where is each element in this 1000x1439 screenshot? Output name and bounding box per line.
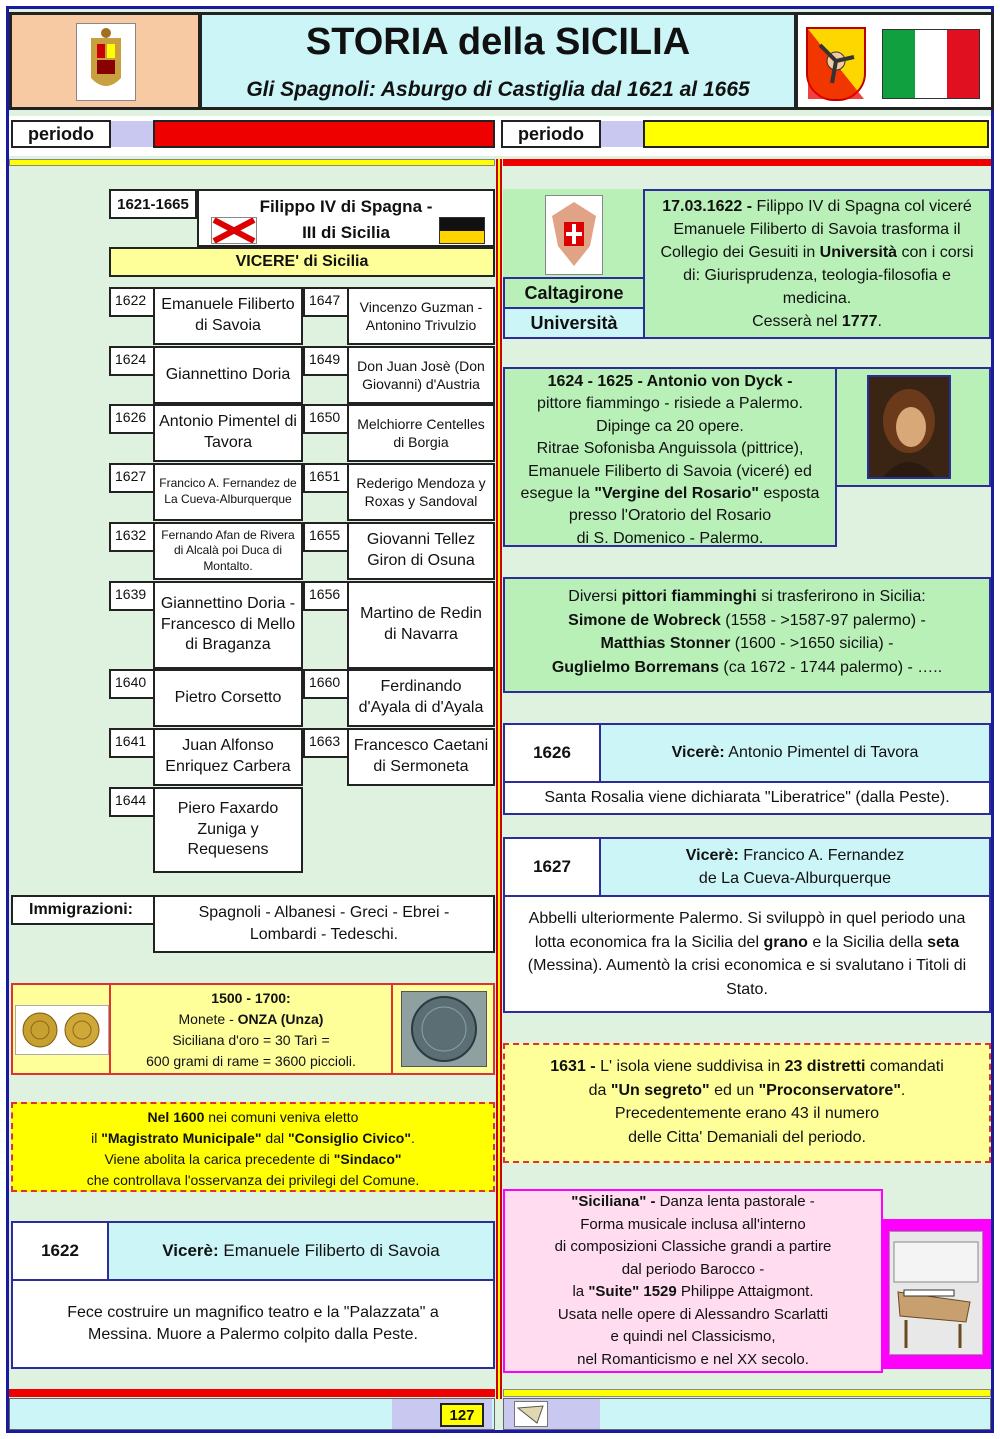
box1631-t2: comandati <box>865 1058 944 1075</box>
viceroys-right-name: Don Juan Josè (Don Giovanni) d'Austria <box>347 346 495 404</box>
viceroys-left-year: 1624 <box>109 346 155 376</box>
box1626-vname: Antonio Pimentel di Tavora <box>724 744 919 761</box>
center-divider <box>496 159 502 1399</box>
dyck-l6: presso l'Oratorio del Rosario <box>568 507 772 525</box>
monete-line1: 1500 - 1700: <box>211 990 291 1006</box>
caltagirone-date: 17.03.1622 - <box>662 198 753 215</box>
dyck-l4: Emanuele Filiberto di Savoia (viceré) ed <box>528 462 812 480</box>
reign-years: 1621-1665 <box>109 189 197 219</box>
habsburg-flag-icon <box>439 217 485 244</box>
siciliana-l5 <box>505 1281 881 1304</box>
magistrato-p2b: "Magistrato Municipale" <box>101 1130 262 1146</box>
pittori-l1c: si trasferirono in Sicilia: <box>756 588 926 605</box>
box1631-l3: Precedentemente erano 43 il numero <box>614 1105 880 1122</box>
dyck-l2: Dipinge ca 20 opere. <box>596 417 744 435</box>
monete-text-panel <box>109 985 393 1073</box>
right-top-red-rule <box>503 159 991 166</box>
viceroys-left-name: Juan Alfonso Enriquez Carbera <box>153 728 303 786</box>
pittori-box <box>503 577 991 693</box>
magistrato-p2: il <box>91 1130 102 1146</box>
caltagirone-text-box <box>643 189 991 339</box>
viceroys-right-name: Francesco Caetani di Sermoneta <box>347 728 495 786</box>
pittori-d2: (1600 - >1650 sicilia) - <box>730 635 894 652</box>
monete-box <box>11 983 495 1075</box>
dyck-l5a: esegue la <box>520 485 595 503</box>
box1631-l1 <box>505 1055 989 1079</box>
box1631-t4: ed un <box>709 1081 759 1099</box>
box1631-b1: 23 distretti <box>784 1058 866 1075</box>
footer-right <box>503 1398 991 1430</box>
bottom-left-red-rule <box>9 1389 495 1397</box>
viceroys-left-name: Giannettino Doria <box>153 346 303 404</box>
pittori-l4 <box>505 656 989 680</box>
viceroys-right-year: 1647 <box>303 287 349 317</box>
silver-coin-image <box>401 991 487 1067</box>
magistrato-p1b: Nel 1600 <box>147 1109 205 1125</box>
box1626-year: 1626 <box>503 723 601 783</box>
box1627-text <box>503 895 991 1013</box>
periodo-left-lav <box>111 121 155 147</box>
caltagirone-yb: 1777 <box>841 313 878 330</box>
box1627-vname1: Francico A. Fernandez <box>738 847 905 864</box>
pittori-n2: Matthias Stonner <box>600 635 731 652</box>
dyck-l5b: "Vergine del Rosario" <box>594 485 759 503</box>
dyck-portrait-frame <box>835 367 991 487</box>
caltagirone-t1: Filippo IV di Spagna col viceré Emanuele Filiberto di Savoia trasforma il Collegio dei Gesuiti in <box>660 198 972 261</box>
dyck-head: 1624 - 1625 - Antonio von Dyck - <box>547 373 793 390</box>
viceroys-left-name: Pietro Corsetto <box>153 669 303 727</box>
box1631-l4: delle Citta' Demaniali del periodo. <box>628 1128 866 1146</box>
siciliana-l6: Usata nelle opere di Alessandro Scarlatti <box>557 1305 829 1323</box>
viceroys-right-name: Melchiorre Centelles di Borgia <box>347 404 495 462</box>
box1627-vicere <box>599 837 991 897</box>
box1631-t5: . <box>900 1081 906 1099</box>
coat-of-arms-icon <box>76 23 136 101</box>
magistrato-p2c: dal <box>261 1130 289 1146</box>
left-top-yellow-rule <box>9 159 495 166</box>
siciliana-b1: "Siciliana" - <box>571 1193 656 1210</box>
king-box <box>197 189 495 247</box>
box1627-text-inner <box>521 907 973 1001</box>
header-title-box <box>199 12 797 110</box>
monete-line3: Siciliana d'oro = 30 Tarì = <box>172 1032 330 1048</box>
caltagirone-emblem-icon <box>545 195 603 275</box>
pittori-l1a: Diversi <box>568 588 622 605</box>
viceroys-left-name: Antonio Pimentel di Tavora <box>153 404 303 462</box>
monete-line4: 600 grami di rame = 3600 piccioli. <box>146 1053 356 1069</box>
viceroys-left-year: 1641 <box>109 728 155 758</box>
viceroys-left-name: Fernando Afan de Rivera di Alcalà poi Duca di Montalto. <box>153 522 303 580</box>
siciliana-l5a: la <box>572 1283 589 1300</box>
monete-line2-bold: ONZA (Unza) <box>237 1011 324 1027</box>
box1627-s: seta <box>927 933 960 951</box>
periodo-bar <box>9 116 991 156</box>
bottom-right-yellow-rule <box>503 1389 991 1397</box>
viceroys-left-year: 1639 <box>109 581 155 611</box>
magistrato-line1 <box>13 1107 493 1128</box>
pittori-n3: Guglielmo Borremans <box>551 658 719 676</box>
periodo-left-label: periodo <box>11 120 111 148</box>
immigrazioni-label: Immigrazioni: <box>11 895 155 925</box>
gold-coins-image <box>15 1005 109 1055</box>
viceroys-left-name: Piero Faxardo Zuniga y Requesens <box>153 787 303 873</box>
box1622-vicere <box>107 1221 495 1281</box>
dyck-box <box>503 367 837 547</box>
viceroys-right-year: 1649 <box>303 346 349 376</box>
box1631-b2: "Un segreto" <box>610 1081 710 1099</box>
page-title: STORIA della SICILIA <box>305 21 691 63</box>
viceroys-left-year: 1644 <box>109 787 155 817</box>
periodo-right-lav <box>601 121 645 147</box>
box1631 <box>503 1043 991 1163</box>
caltagirone-t4: . <box>877 313 882 330</box>
dyck-l1: pittore fiammingo - risiede a Palermo. <box>537 395 803 413</box>
harpsichord-image <box>889 1231 983 1355</box>
dyck-l7: di S. Domenico - Palermo. <box>576 529 764 547</box>
pittori-l1 <box>505 585 989 609</box>
periodo-left-red <box>153 120 495 148</box>
box1622-vlabel: Vicerè: <box>162 1241 219 1260</box>
sicily-map-icon <box>514 1401 548 1427</box>
viceroys-left-name: Emanuele Filiberto di Savoia <box>153 287 303 345</box>
box1631-b3: "Proconservatore" <box>758 1081 901 1099</box>
header-left-emblem-box <box>9 12 201 110</box>
king-name-line2: III di Sicilia <box>302 223 390 242</box>
pittori-l3 <box>505 632 989 656</box>
sicily-trinacria-icon <box>806 27 866 101</box>
page <box>6 6 994 1433</box>
viceroys-left-name: Giannettino Doria - Francesco di Mello di Braganza <box>153 581 303 669</box>
pittori-n1: Simone de Wobreck <box>568 611 721 629</box>
box1627-t2: e la Sicilia della <box>807 933 928 951</box>
box1627-vline1 <box>686 844 905 867</box>
viceroys-left-name: Francico A. Fernandez de La Cueva-Alburquerque <box>153 463 303 521</box>
caltagirone-t2: con i corsi di: Giurisprudenza, teologia-filosofia e medicina. <box>683 244 974 307</box>
dyck-portrait-image <box>867 375 951 479</box>
viceroys-right-name: Rederigo Mendoza y Roxas y Sandoval <box>347 463 495 521</box>
box1626-text: Santa Rosalia viene dichiarata "Liberatrice" (dalla Peste). <box>503 781 991 815</box>
siciliana-l1 <box>505 1191 881 1214</box>
box1631-l2 <box>505 1079 989 1103</box>
siciliana-box <box>503 1189 883 1373</box>
viceroys-right-year: 1650 <box>303 404 349 434</box>
page-number: 127 <box>440 1403 484 1427</box>
magistrato-line4: che controllava l'osservanza dei privilegi del Comune. <box>86 1172 420 1188</box>
periodo-right-yellow <box>643 120 989 148</box>
box1622-text: Fece costruire un magnifico teatro e la "Palazzata" a Messina. Muore a Palermo colpito dalla Peste. <box>11 1279 495 1369</box>
box1627-vname2: de La Cueva-Alburquerque <box>698 870 892 887</box>
footer-left <box>9 1398 495 1430</box>
magistrato-line3 <box>13 1149 493 1170</box>
pittori-l1b: pittori fiamminghi <box>621 588 757 605</box>
box1627-t3: (Messina). Aumentò la crisi economica e si svalutano i Titoli di Stato. <box>527 957 967 998</box>
harpsichord-frame <box>881 1219 991 1369</box>
monete-line2-pre: Monete - <box>178 1011 238 1027</box>
box1627-t1: Abbelli ulteriormente Palermo. Si sviluppò in quel periodo una lotta economica fra la Sicilia del <box>528 910 966 951</box>
viceroys-left-year: 1626 <box>109 404 155 434</box>
vicere-title: VICERE' di Sicilia <box>109 247 495 277</box>
box1631-t3: da <box>588 1081 611 1099</box>
box1627-year: 1627 <box>503 837 601 897</box>
viceroys-left-year: 1640 <box>109 669 155 699</box>
pittori-l2 <box>505 609 989 633</box>
viceroys-left-year: 1632 <box>109 522 155 552</box>
siciliana-l2: Forma musicale inclusa all'interno <box>580 1215 806 1233</box>
box1631-y: 1631 - <box>550 1058 596 1075</box>
pittori-d3: (ca 1672 - 1744 palermo) - ….. <box>718 658 943 676</box>
viceroys-right-year: 1663 <box>303 728 349 758</box>
dyck-l5c: esposta <box>758 485 820 503</box>
king-name-line1: Filippo IV di Spagna - <box>259 197 433 216</box>
viceroys-right-year: 1660 <box>303 669 349 699</box>
siciliana-t1: Danza lenta pastorale - <box>655 1193 815 1210</box>
box1622-vname: Emanuele Filiberto di Savoia <box>218 1241 440 1260</box>
italy-flag-icon <box>882 29 980 99</box>
box1631-t1: L' isola viene suddivisa in <box>595 1058 785 1075</box>
magistrato-line2 <box>13 1128 493 1149</box>
viceroys-right-name: Ferdinando d'Ayala di d'Ayala <box>347 669 495 727</box>
box1627-g: grano <box>763 933 808 951</box>
page-subtitle: Gli Spagnoli: Asburgo di Castiglia dal 1621 al 1665 <box>246 78 750 101</box>
siciliana-l3: di composizioni Classiche grandi a partire <box>554 1238 832 1255</box>
caltagirone-ub: Università <box>819 244 898 261</box>
siciliana-l5b: "Suite" 1529 <box>588 1283 677 1300</box>
box1622-year: 1622 <box>11 1221 109 1281</box>
magistrato-p3: Viene abolita la carica precedente di <box>104 1151 334 1167</box>
caltagirone-city: Caltagirone <box>503 277 645 309</box>
magistrato-p1: nei comuni veniva eletto <box>204 1109 359 1125</box>
viceroys-left-year: 1627 <box>109 463 155 493</box>
siciliana-l7: e quindi nel Classicismo, <box>610 1328 776 1345</box>
magistrato-p2d: "Consiglio Civico" <box>288 1130 411 1146</box>
spain-cross-flag-icon <box>211 217 257 244</box>
pittori-d1: (1558 - >1587-97 palermo) - <box>720 611 926 629</box>
monete-line2 <box>111 1009 391 1030</box>
immigrazioni-text: Spagnoli - Albanesi - Greci - Ebrei - Lombardi - Tedeschi. <box>153 895 495 953</box>
caltagirone-univ: Università <box>503 307 645 339</box>
caltagirone-text <box>651 195 983 333</box>
viceroys-right-year: 1651 <box>303 463 349 493</box>
viceroys-right-name: Giovanni Tellez Giron di Osuna <box>347 522 495 580</box>
box1627-vlabel: Vicerè: <box>685 847 739 864</box>
viceroys-right-year: 1656 <box>303 581 349 611</box>
siciliana-l4: dal periodo Barocco - <box>621 1260 765 1278</box>
viceroys-right-year: 1655 <box>303 522 349 552</box>
magistrato-p3b: "Sindaco" <box>333 1151 402 1167</box>
viceroys-left-year: 1622 <box>109 287 155 317</box>
caltagirone-t3: Cesserà nel <box>752 313 842 330</box>
header-right-flags-box <box>795 12 994 110</box>
viceroys-right-name: Vincenzo Guzman - Antonino Trivulzio <box>347 287 495 345</box>
box1626-vicere <box>599 723 991 783</box>
magistrato-box <box>11 1102 495 1192</box>
viceroys-right-name: Martino de Redin di Navarra <box>347 581 495 669</box>
dyck-l5 <box>505 483 835 505</box>
dyck-l3: Ritrae Sofonisba Anguissola (pittrice), <box>536 440 804 458</box>
magistrato-p2e: . <box>410 1130 415 1146</box>
box1626-vlabel: Vicerè: <box>671 744 725 761</box>
periodo-right-label: periodo <box>501 120 601 148</box>
siciliana-l8: nel Romanticismo e nel XX secolo. <box>577 1350 809 1368</box>
siciliana-l5c: Philippe Attaigmont. <box>676 1283 814 1300</box>
